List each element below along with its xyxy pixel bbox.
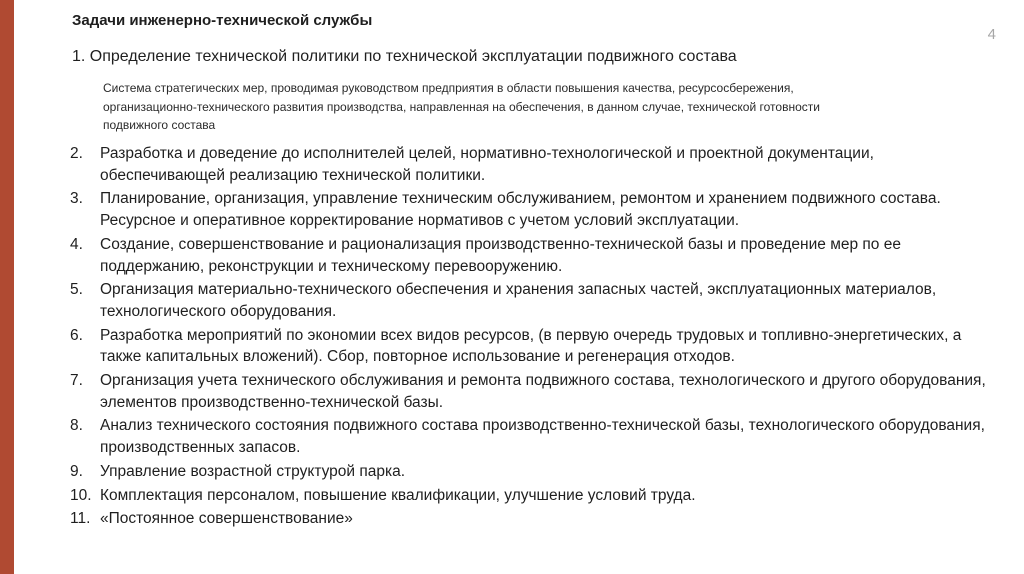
list-item — [70, 370, 1000, 413]
list-item — [70, 325, 1000, 368]
list-item-text: Организация материально-технического обеспечения и хранения запасных частей, эксплуатационных материалов, технологического оборудования. — [100, 281, 937, 320]
list-item — [70, 188, 1000, 231]
list-item — [70, 279, 1000, 322]
list-item-number: 7. — [70, 372, 83, 390]
list-item-text: Разработка и доведение до исполнителей целей, нормативно-технологической и проектной документации, обеспечивающей реализацию технической политики. — [100, 145, 874, 184]
list-item-text: Анализ технического состояния подвижного состава производственно-технической базы, технологического оборудования, производственных запасов. — [100, 417, 985, 457]
list-item — [70, 234, 1000, 277]
list-item-text: Разработка мероприятий по экономии всех видов ресурсов, (в первую очередь трудовых и топливно-энергетических, а также капитальных вложений). Сбор, повторное использование и регенерация отходов. — [100, 326, 962, 366]
list-item — [70, 508, 1000, 530]
list-item-text: Создание, совершенствование и рационализация производственно-технической базы и проведение мер по ее поддержанию, реконструкции и техническому перевооружению. — [100, 235, 901, 275]
list-item-1: 1. Определение технической политики по технической эксплуатации подвижного состава — [72, 48, 737, 65]
list-item — [70, 461, 1000, 483]
list-item-text: Комплектация персоналом, повышение квалификации, улучшение условий труда. — [100, 486, 696, 504]
list-item-number: 5. — [70, 281, 83, 299]
list-item-number: 3. — [70, 190, 83, 208]
list-item-text: «Постоянное совершенствование» — [100, 510, 353, 528]
list-item — [70, 415, 1000, 458]
list-item-number: 9. — [70, 462, 83, 480]
page-number: 4 — [987, 26, 996, 43]
list-item-number: 10. — [70, 486, 92, 504]
definition-note: Система стратегических мер, проводимая руководством предприятия в области повышения качества, ресурсосбережения, организационно-технического развития производства, направленная на обеспечения, в данном случае, технической готовности подвижного состава — [103, 81, 820, 132]
list-item-number: 4. — [70, 235, 83, 253]
list-item-text: Организация учета технического обслуживания и ремонта подвижного состава, технологического и другого оборудования, элементов производственно-технической базы. — [100, 372, 986, 411]
slide-title: Задачи инженерно-технической службы — [72, 12, 373, 29]
list-item-text: Планирование, организация, управление техническим обслуживанием, ремонтом и хранением подвижного состава. Ресурсное и оперативное корректирование нормативов с учетом условий эксплуатации. — [100, 190, 941, 230]
list-item — [70, 485, 1000, 507]
list-item-number: 8. — [70, 417, 83, 435]
accent-bar — [0, 0, 14, 574]
list-item — [70, 143, 1000, 186]
list-item-text: Управление возрастной структурой парка. — [100, 462, 406, 480]
list-item-number: 11. — [70, 510, 91, 528]
list-item-number: 2. — [70, 145, 83, 162]
task-list — [70, 143, 1000, 532]
list-item-number: 6. — [70, 326, 83, 344]
